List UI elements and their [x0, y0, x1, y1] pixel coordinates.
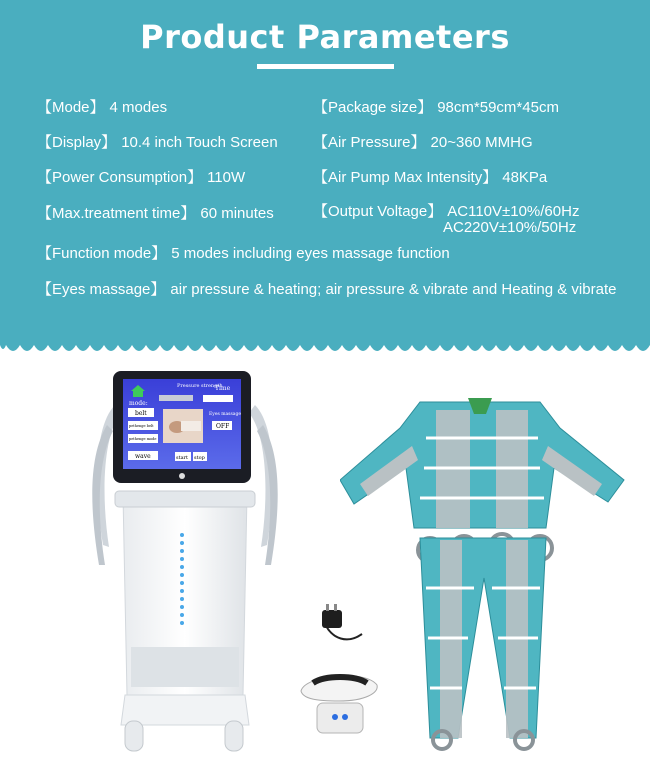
param-voltage-label: 【Output Voltage】: [313, 203, 443, 220]
param-voltage-value: AC110V±10%/60Hz: [447, 203, 580, 220]
param-package-label: 【Package size】: [313, 99, 433, 116]
param-air-pressure-value: 20~360 MMHG: [430, 134, 533, 151]
param-power-label: 【Power Consumption】: [37, 169, 203, 186]
param-power: [37, 166, 245, 187]
param-package-size: [313, 96, 559, 117]
param-display: [37, 131, 278, 152]
param-mode-label: 【Mode】: [37, 99, 105, 116]
param-eyes-massage: [37, 278, 616, 299]
page-title: Product Parameters: [140, 18, 510, 56]
param-mode: [37, 96, 167, 117]
screen-stop-button[interactable]: stop: [194, 455, 205, 461]
param-eyes-label: 【Eyes massage】: [37, 281, 166, 298]
param-mode-value: 4 modes: [109, 99, 168, 116]
param-max-time-label: 【Max.treatment time】: [37, 205, 196, 222]
param-package-value: 98cm*59cm*45cm: [437, 99, 559, 116]
screen-legs-mode-button[interactable]: pethenge mode: [129, 437, 157, 441]
screen-wave-button[interactable]: wave: [135, 453, 151, 460]
screen-belt-button[interactable]: belt: [135, 410, 147, 417]
param-max-time: [37, 202, 274, 223]
param-air-pressure: [313, 131, 533, 152]
param-display-label: 【Display】: [37, 134, 117, 151]
param-function-value: 5 modes including eyes massage function: [171, 245, 450, 262]
screen-time-label: Time: [215, 385, 231, 392]
screen-mode-label: mode:: [129, 400, 148, 407]
param-air-pressure-label: 【Air Pressure】: [313, 134, 426, 151]
compression-suit-image: [340, 388, 625, 758]
screen-eyes-label: Eyes massage: [209, 412, 242, 417]
param-power-value: 110W: [207, 169, 246, 186]
param-air-pump: [313, 166, 547, 187]
wave-divider: [0, 333, 650, 359]
param-voltage-value-2: AC220V±10%/50Hz: [443, 219, 577, 236]
param-output-voltage: [313, 200, 579, 221]
param-air-pump-label: 【Air Pump Max Intensity】: [313, 169, 498, 186]
screen-start-button[interactable]: start: [176, 455, 188, 461]
param-function-mode: [37, 242, 450, 263]
param-function-label: 【Function mode】: [37, 245, 167, 262]
screen-off-button[interactable]: OFF: [216, 423, 230, 430]
param-display-value: 10.4 inch Touch Screen: [121, 134, 278, 151]
param-air-pump-value: 48KPa: [502, 169, 548, 186]
machine-image: [85, 365, 285, 760]
title-underline: [257, 64, 394, 69]
param-eyes-value: air pressure & heating; air pressure & vibrate and Heating & vibrate: [170, 281, 617, 298]
screen-pressure-label: Pressure strength: [177, 383, 223, 389]
param-max-time-value: 60 minutes: [200, 205, 274, 222]
screen-legs-belt-button[interactable]: pethenge belt: [129, 424, 154, 428]
